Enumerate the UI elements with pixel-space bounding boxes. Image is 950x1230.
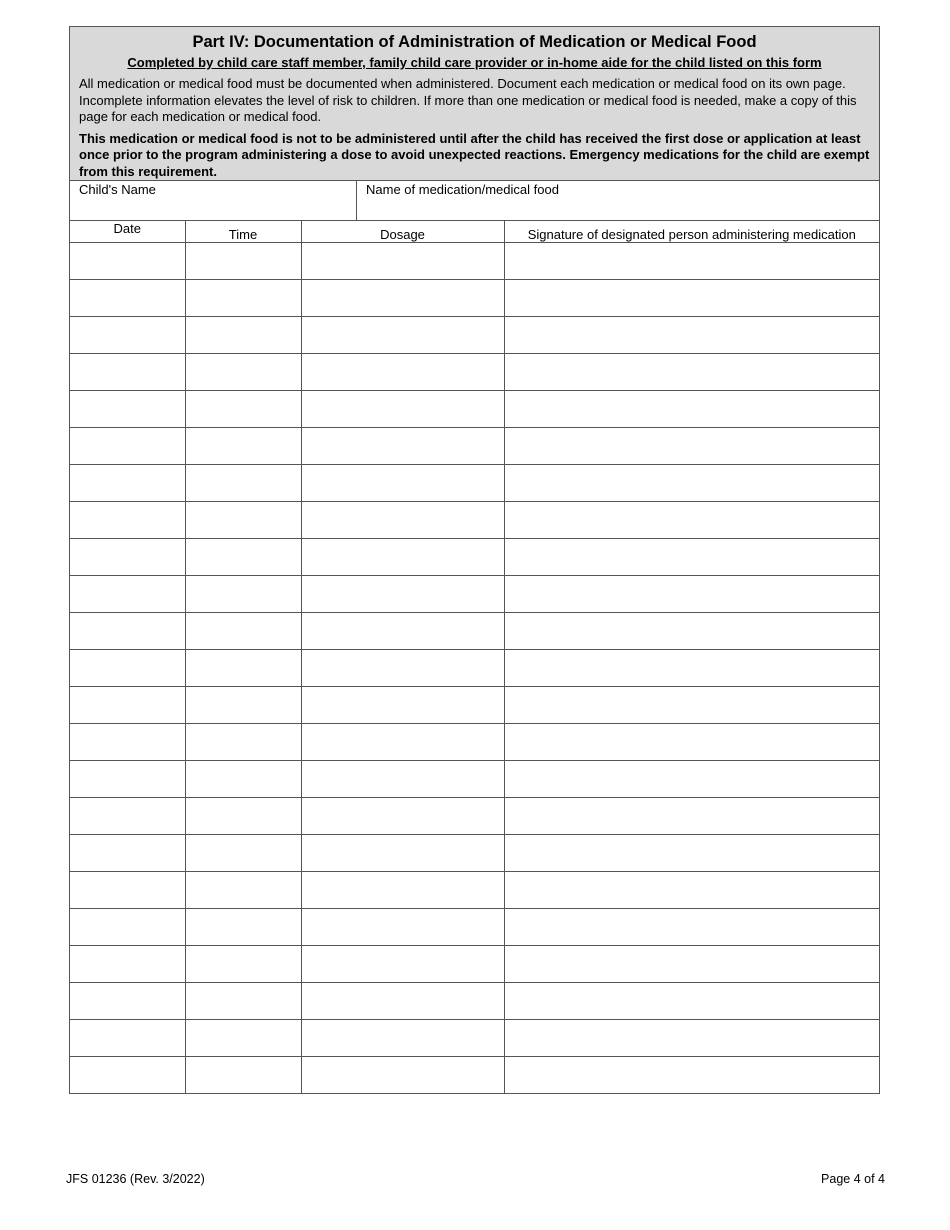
time-cell[interactable] — [185, 613, 301, 650]
dosage-cell[interactable] — [301, 798, 504, 835]
table-row — [70, 946, 879, 983]
date-column-header: Date — [70, 221, 185, 243]
signature-cell[interactable] — [504, 724, 879, 761]
signature-cell[interactable] — [504, 391, 879, 428]
signature-cell[interactable] — [504, 243, 879, 280]
dosage-cell[interactable] — [301, 280, 504, 317]
signature-cell[interactable] — [504, 909, 879, 946]
signature-cell[interactable] — [504, 1020, 879, 1057]
log-body — [70, 243, 879, 1094]
table-row — [70, 354, 879, 391]
medication-administration-form — [69, 26, 880, 1094]
signature-cell[interactable] — [504, 576, 879, 613]
dosage-cell[interactable] — [301, 872, 504, 909]
dosage-cell[interactable] — [301, 539, 504, 576]
time-cell[interactable] — [185, 317, 301, 354]
time-cell[interactable] — [185, 576, 301, 613]
signature-cell[interactable] — [504, 280, 879, 317]
signature-cell[interactable] — [504, 687, 879, 724]
date-cell[interactable] — [70, 724, 185, 761]
date-cell[interactable] — [70, 280, 185, 317]
info-row — [70, 181, 879, 221]
date-cell[interactable] — [70, 872, 185, 909]
dosage-cell[interactable] — [301, 946, 504, 983]
dosage-cell[interactable] — [301, 1057, 504, 1094]
table-row — [70, 761, 879, 798]
table-row — [70, 687, 879, 724]
date-cell[interactable] — [70, 502, 185, 539]
date-cell[interactable] — [70, 835, 185, 872]
dosage-cell[interactable] — [301, 724, 504, 761]
date-cell[interactable] — [70, 798, 185, 835]
dosage-cell[interactable] — [301, 983, 504, 1020]
time-cell[interactable] — [185, 391, 301, 428]
time-cell[interactable] — [185, 983, 301, 1020]
time-cell[interactable] — [185, 502, 301, 539]
date-cell[interactable] — [70, 983, 185, 1020]
signature-cell[interactable] — [504, 983, 879, 1020]
time-cell[interactable] — [185, 243, 301, 280]
signature-cell[interactable] — [504, 835, 879, 872]
date-cell[interactable] — [70, 243, 185, 280]
table-row — [70, 465, 879, 502]
date-cell[interactable] — [70, 613, 185, 650]
signature-cell[interactable] — [504, 872, 879, 909]
table-row — [70, 243, 879, 280]
dosage-cell[interactable] — [301, 354, 504, 391]
table-row — [70, 1057, 879, 1094]
time-cell[interactable] — [185, 280, 301, 317]
date-cell[interactable] — [70, 909, 185, 946]
table-row — [70, 280, 879, 317]
table-row — [70, 1020, 879, 1057]
page-number: Page 4 of 4 — [821, 1172, 885, 1186]
table-row — [70, 909, 879, 946]
table-row — [70, 539, 879, 576]
time-cell[interactable] — [185, 687, 301, 724]
table-row — [70, 576, 879, 613]
signature-cell[interactable] — [504, 539, 879, 576]
signature-cell[interactable] — [504, 946, 879, 983]
table-header-row — [70, 221, 879, 243]
date-cell[interactable] — [70, 391, 185, 428]
table-row — [70, 872, 879, 909]
table-row — [70, 835, 879, 872]
date-cell[interactable] — [70, 946, 185, 983]
dosage-cell[interactable] — [301, 1020, 504, 1057]
form-id: JFS 01236 (Rev. 3/2022) — [66, 1172, 205, 1186]
time-cell[interactable] — [185, 428, 301, 465]
table-row — [70, 391, 879, 428]
dosage-cell[interactable] — [301, 317, 504, 354]
child-name-field[interactable] — [70, 181, 357, 220]
date-cell[interactable] — [70, 1057, 185, 1094]
date-cell[interactable] — [70, 539, 185, 576]
signature-cell[interactable] — [504, 428, 879, 465]
signature-cell[interactable] — [504, 761, 879, 798]
table-row — [70, 983, 879, 1020]
signature-cell[interactable] — [504, 465, 879, 502]
dosage-cell[interactable] — [301, 687, 504, 724]
dosage-column-header: Dosage — [301, 221, 504, 243]
signature-cell[interactable] — [504, 1057, 879, 1094]
dosage-cell[interactable] — [301, 909, 504, 946]
table-row — [70, 650, 879, 687]
dosage-cell[interactable] — [301, 243, 504, 280]
table-row — [70, 502, 879, 539]
table-row — [70, 724, 879, 761]
table-row — [70, 798, 879, 835]
time-cell[interactable] — [185, 835, 301, 872]
dosage-cell[interactable] — [301, 502, 504, 539]
warning-text: This medication or medical food is not to be administered until after the child has received the first dose or application at least once prior to the program administering a dose to avoid unexpected reactions. Emergency medications for the child are exempt from this requirement. — [79, 130, 870, 179]
time-cell[interactable] — [185, 1020, 301, 1057]
medication-name-field[interactable] — [357, 181, 879, 220]
dosage-cell[interactable] — [301, 650, 504, 687]
date-cell[interactable] — [70, 465, 185, 502]
time-cell[interactable] — [185, 798, 301, 835]
date-cell[interactable] — [70, 576, 185, 613]
date-cell[interactable] — [70, 317, 185, 354]
time-cell[interactable] — [185, 539, 301, 576]
form-title: Part IV: Documentation of Administration of Medication or Medical Food — [192, 33, 757, 51]
time-cell[interactable] — [185, 650, 301, 687]
form-header — [70, 27, 879, 181]
date-cell[interactable] — [70, 428, 185, 465]
date-cell[interactable] — [70, 687, 185, 724]
time-cell[interactable] — [185, 946, 301, 983]
administration-log-table — [70, 221, 879, 1093]
date-cell[interactable] — [70, 650, 185, 687]
dosage-cell[interactable] — [301, 835, 504, 872]
table-row — [70, 317, 879, 354]
signature-cell[interactable] — [504, 354, 879, 391]
signature-cell[interactable] — [504, 650, 879, 687]
dosage-cell[interactable] — [301, 761, 504, 798]
child-name-label: Child's Name — [79, 182, 156, 197]
medication-name-label: Name of medication/medical food — [366, 182, 559, 197]
time-cell[interactable] — [185, 465, 301, 502]
time-cell[interactable] — [185, 761, 301, 798]
date-cell[interactable] — [70, 354, 185, 391]
date-cell[interactable] — [70, 761, 185, 798]
time-cell[interactable] — [185, 724, 301, 761]
signature-cell[interactable] — [504, 502, 879, 539]
signature-cell[interactable] — [504, 317, 879, 354]
dosage-cell[interactable] — [301, 428, 504, 465]
dosage-cell[interactable] — [301, 576, 504, 613]
time-cell[interactable] — [185, 1057, 301, 1094]
form-subtitle: Completed by child care staff member, family child care provider or in-home aide for the child listed on this form — [127, 55, 822, 70]
signature-cell[interactable] — [504, 613, 879, 650]
instructions-text: All medication or medical food must be documented when administered. Document each medication or medical food on its own page. Incomplete information elevates the level of risk to children. If more than one medication or medical food is needed, make a copy of this page for each medication or medical food. — [79, 76, 857, 124]
time-column-header: Time — [185, 221, 301, 243]
date-cell[interactable] — [70, 1020, 185, 1057]
time-cell[interactable] — [185, 872, 301, 909]
time-cell[interactable] — [185, 909, 301, 946]
dosage-cell[interactable] — [301, 613, 504, 650]
time-cell[interactable] — [185, 354, 301, 391]
table-row — [70, 428, 879, 465]
table-row — [70, 613, 879, 650]
dosage-cell[interactable] — [301, 391, 504, 428]
dosage-cell[interactable] — [301, 465, 504, 502]
signature-cell[interactable] — [504, 798, 879, 835]
signature-column-header: Signature of designated person administering medication — [504, 221, 879, 243]
